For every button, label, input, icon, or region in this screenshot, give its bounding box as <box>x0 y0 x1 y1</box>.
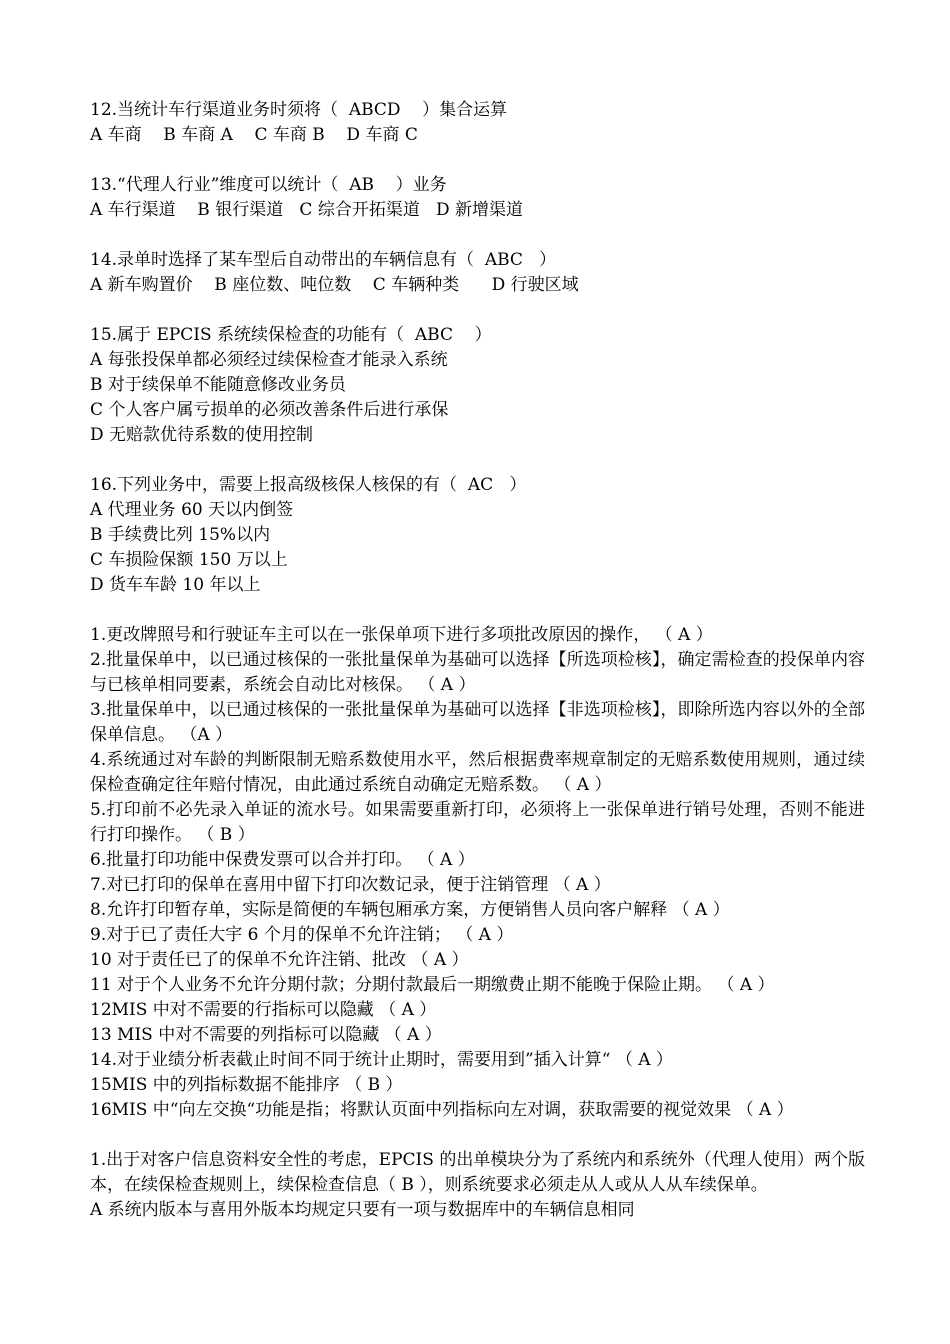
choice-section <box>90 1148 865 1223</box>
judgement-item: 1.更改牌照号和行驶证车主可以在一张保单项下进行多项批改原因的操作， （ A ） <box>90 625 713 645</box>
document-page <box>90 98 865 1223</box>
question-text: 16.下列业务中，需要上报高级核保人核保的有（ AC ） <box>90 475 527 495</box>
option-c: C 车损险保额 150 万以上 <box>90 550 288 570</box>
option-b: B 手续费比列 15%以内 <box>90 525 271 545</box>
question-text: 14.录单时选择了某车型后自动带出的车辆信息有（ ABC ） <box>90 250 557 270</box>
question-15 <box>90 323 865 448</box>
question-12 <box>90 98 865 148</box>
judgement-item: 11 对于个人业务不允许分期付款；分期付款最后一期缴费止期不能晚于保险止期。 （ A ） <box>90 975 775 995</box>
question-14 <box>90 248 865 298</box>
judgement-item: 10 对于责任已了的保单不允许注销、批改 （ A ） <box>90 950 469 970</box>
judgement-section <box>90 623 865 1123</box>
judgement-item: 12MIS 中对不需要的行指标可以隐藏 （ A ） <box>90 1000 437 1020</box>
judgement-item: 7.对已打印的保单在喜用中留下打印次数记录，便于注销管理 （ A ） <box>90 875 611 895</box>
question-text: 15.属于 EPCIS 系统续保检查的功能有（ ABC ） <box>90 325 492 345</box>
question-options: A 新车购置价 B 座位数、吨位数 C 车辆种类 D 行驶区域 <box>90 275 579 295</box>
judgement-item: 16MIS 中“向左交换“功能是指；将默认页面中列指标向左对调，获取需要的视觉效果 （ A ） <box>90 1100 794 1120</box>
question-13 <box>90 173 865 223</box>
question-text: 13.“代理人行业”维度可以统计（ AB ）业务 <box>90 175 447 195</box>
judgement-item: 13 MIS 中对不需要的列指标可以隐藏 （ A ） <box>90 1025 442 1045</box>
question-options: A 车行渠道 B 银行渠道 C 综合开拓渠道 D 新增渠道 <box>90 200 524 220</box>
option-d: D 无赔款优待系数的使用控制 <box>90 425 314 445</box>
judgement-item: 6.批量打印功能中保费发票可以合并打印。 （ A ） <box>90 850 475 870</box>
judgement-item: 3.批量保单中，以已通过核保的一张批量保单为基础可以选择【非选项检核】，即除所选内容以外的全部保单信息。 （A ） <box>90 700 865 745</box>
judgement-item: 4.系统通过对车龄的判断限制无赔系数使用水平，然后根据费率规章制定的无赔系数使用规则，通过续保检查确定往年赔付情况，由此通过系统自动确定无赔系数。 （ A ） <box>90 750 865 795</box>
choice-option-a: A 系统内版本与喜用外版本均规定只要有一项与数据库中的车辆信息相同 <box>90 1200 635 1220</box>
question-16 <box>90 473 865 598</box>
option-c: C 个人客户属亏损单的必须改善条件后进行承保 <box>90 400 449 420</box>
judgement-item: 8.允许打印暂存单，实际是简便的车辆包厢承方案，方便销售人员向客户解释 （ A ） <box>90 900 730 920</box>
question-text: 12.当统计车行渠道业务时须将（ ABCD ）集合运算 <box>90 100 508 120</box>
option-a: A 每张投保单都必须经过续保检查才能录入系统 <box>90 350 448 370</box>
option-b: B 对于续保单不能随意修改业务员 <box>90 375 346 395</box>
question-options: A 车商 B 车商 A C 车商 B D 车商 C <box>90 125 418 145</box>
judgement-item: 5.打印前不必先录入单证的流水号。如果需要重新打印，必须将上一张保单进行销号处理，否则不能进行打印操作。 （ B ） <box>90 800 865 845</box>
judgement-item: 2.批量保单中，以已通过核保的一张批量保单为基础可以选择【所选项检核】，确定需检查的投保单内容与已核单相同要素，系统会自动比对核保。 （ A ） <box>90 650 865 695</box>
option-d: D 货车车龄 10 年以上 <box>90 575 261 595</box>
option-a: A 代理业务 60 天以内倒签 <box>90 500 294 520</box>
judgement-item: 14.对于业绩分析表截止时间不同于统计止期时，需要用到”插入计算“ （ A ） <box>90 1050 673 1070</box>
choice-question-text: 1.出于对客户信息资料安全性的考虑，EPCIS 的出单模块分为了系统内和系统外（代理人使用）两个版本，在续保检查规则上，续保检查信息（ B ），则系统要求必须走从人或从人从车续保单。 <box>90 1150 865 1195</box>
judgement-item: 9.对于已了责任大宇 6 个月的保单不允许注销； （ A ） <box>90 925 514 945</box>
judgement-item: 15MIS 中的列指标数据不能排序 （ B ） <box>90 1075 403 1095</box>
